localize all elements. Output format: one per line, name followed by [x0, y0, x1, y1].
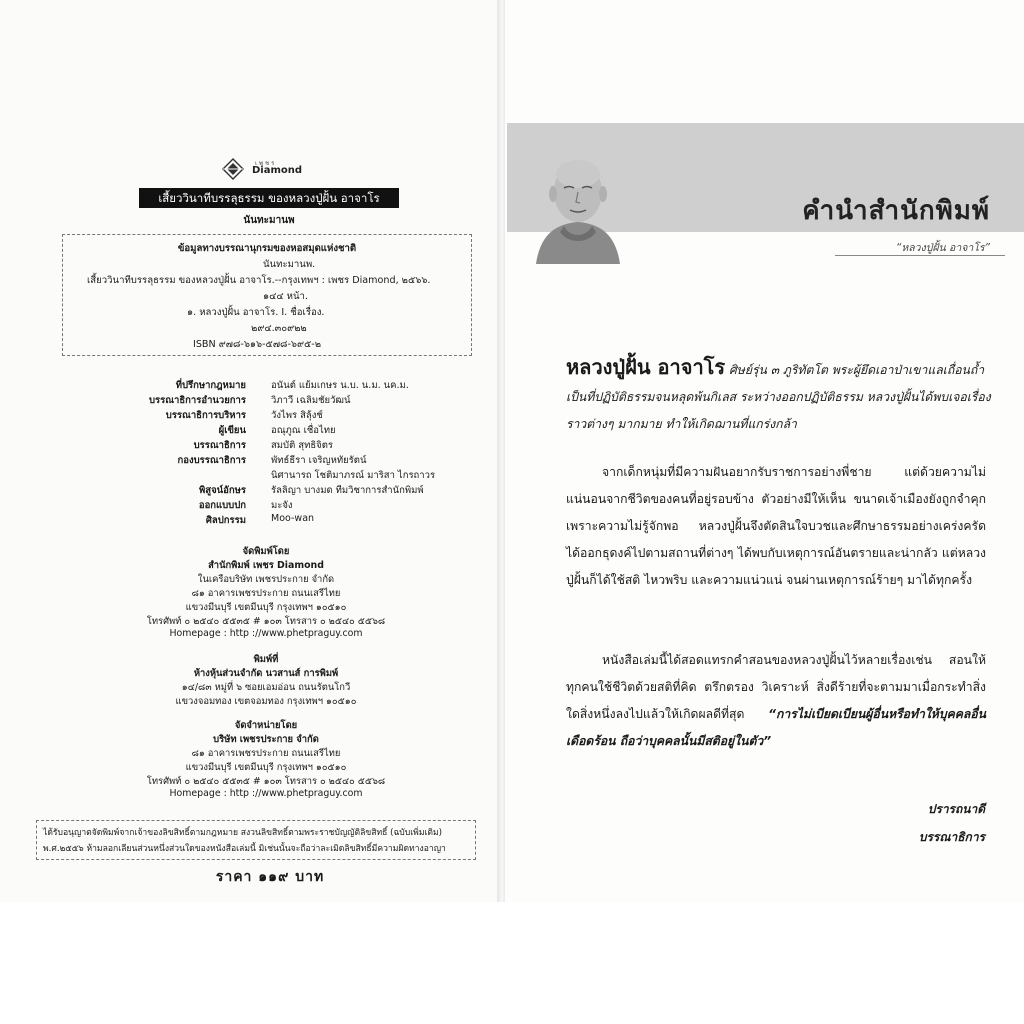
staff-role: ผู้เขียน — [218, 425, 246, 436]
copyright-line: ได้รับอนุญาตจัดพิมพ์จากเจ้าของลิขสิทธิ์ตามกฎหมาย สงวนลิขสิทธิ์ตามพระราชบัญญัติลิขสิทธิ์ (ฉบับเพิ่มเติม) — [43, 828, 443, 838]
company-name: สำนักพิมพ์ เพชร Diamond — [208, 560, 324, 571]
logo-name: Diamond — [252, 165, 303, 176]
closing-line: ปรารถนาดี — [927, 802, 985, 816]
staff-role: ออกแบบปก — [198, 500, 246, 511]
section-label: พิมพ์ที่ — [253, 654, 279, 665]
caption-rule — [835, 255, 1005, 256]
staff-name: อนันต์ แย้มเกษร น.บ. น.ม. นค.ม. — [271, 380, 409, 391]
cip-line: ๑. หลวงปู่ฝั้น อาจาโร. I. ชื่อเรื่อง. — [187, 307, 325, 318]
address-line: แขวงจอมทอง เขตจอมทอง กรุงเทพฯ ๑๐๕๑๐ — [175, 696, 357, 707]
phone-line: โทรศัพท์ ๐ ๒๕๔๐ ๕๕๓๕ # ๑๐๓ โทรสาร ๐ ๒๕๔๐ ๕๕๖๘ — [146, 616, 386, 627]
staff-name: รัลลิญา บางมด ทีมวิชาการสำนักพิมพ์ — [271, 485, 424, 496]
staff-name: อณุภูณ เชื่อไทย — [271, 425, 336, 436]
author-name: นันทะมานพ — [243, 215, 295, 226]
staff-name: วังไพร สิลุ้งช์ — [271, 410, 323, 421]
company-name: ห้างหุ้นส่วนจำกัด นวสานส์ การพิมพ์ — [193, 668, 339, 679]
book-title: เสี้ยววินาทีบรรลุธรรม ของหลวงปู่ฝั้น อาจาโร — [139, 188, 399, 208]
cip-heading: ข้อมูลทางบรรณานุกรมของหอสมุดแห่งชาติ — [177, 243, 357, 254]
section-label: จัดพิมพ์โดย — [242, 546, 290, 557]
diamond-logo-icon — [222, 158, 244, 180]
body-paragraph-2 — [566, 647, 986, 755]
price: ราคา ๑๑๙ บาท — [215, 869, 325, 885]
signer: บรรณาธิการ — [918, 830, 985, 844]
monk-portrait-image — [534, 152, 622, 264]
address-line: ในเครือบริษัท เพชรประกาย จำกัด — [197, 574, 335, 585]
copyright-box — [36, 820, 476, 860]
staff-name: พัทธ์ธีรา เจริญหทัยรัตน์ — [271, 455, 367, 466]
portrait-caption: “หลวงปู่ฝั้น อาจาโร” — [895, 242, 990, 254]
cip-line: เสี้ยววินาทีบรรลุธรรม ของหลวงปู่ฝั้น อาจาโร.--กรุงเทพฯ : เพชร Diamond, ๒๕๖๖. — [87, 275, 431, 286]
staff-role: บรรณาธิการอำนวยการ — [149, 395, 246, 406]
address-line: แขวงมีนบุรี เขตมีนบุรี กรุงเทพฯ ๑๐๕๑๐ — [185, 762, 347, 773]
homepage-line: Homepage : http ://www.phetpraguy.com — [169, 628, 363, 639]
logo-small-text: เพชร — [255, 160, 277, 167]
staff-role: บรรณาธิการบริหาร — [165, 410, 246, 421]
staff-role: กองบรรณาธิการ — [177, 455, 246, 466]
page-bottom-margin — [0, 902, 1024, 1024]
staff-role: พิสูจน์อักษร — [199, 485, 246, 496]
left-page — [0, 0, 500, 1024]
cip-line: ๒๙๔.๓๐๙๒๒ — [251, 323, 307, 334]
staff-name: สมบัติ สุทธิจิตร — [271, 440, 333, 451]
intro-text: ศิษย์รุ่น ๓ ภูริทัตโต พระผู้ยึดเอาป่าเขาแลเถื่อนถ้ำเป็นที่ปฏิบัติธรรมจนหลุดพ้นกิเลส ระหว่างออกปฏิบัติธรรม หลวงปู่ฝั้นได้พบเจอเรื่องราวต่างๆ มากมาย ทำให้เกิดฌานที่แกร่งกล้า — [566, 363, 991, 431]
cip-line: ISBN ๙๗๘-๖๑๖-๕๗๘-๖๙๕-๒ — [193, 339, 322, 350]
intro-paragraph — [566, 354, 996, 438]
address-line: แขวงมีนบุรี เขตมีนบุรี กรุงเทพฯ ๑๐๕๑๐ — [185, 602, 347, 613]
cip-box — [62, 234, 472, 356]
staff-role: ที่ปรึกษากฎหมาย — [175, 380, 246, 391]
body-paragraph-1: จากเด็กหนุ่มที่มีความฝันอยากรับราชการอย่างพี่ชาย แต่ด้วยความไม่แน่นอนจากชีวิตของคนที่อยู่รอบข้าง ตัวอย่างมีให้เห็น ขนาดเจ้าเมืองยังถูกจำคุกเพราะความไม่รู้จักพอ หลวงปู่ฝั้นจึงตัดสินใจบวชและศึกษาธรรมอย่างเคร่งครัด ได้ออกธุดงค์ไปตามสถานที่ต่างๆ ได้พบกับเหตุการณ์อันตรายและน่ากลัว แต่หลวงปู่ฝั้นก็ได้ใช้สติ ไหวพริบ และความแน่วแน่ จนผ่านเหตุการณ์ร้ายๆ มาได้ทุกครั้ง — [566, 465, 986, 587]
paragraph-text: หนังสือเล่มนี้ได้สอดแทรกคำสอนของหลวงปู่ฝั้นไว้หลายเรื่องเช่น สอนให้ทุกคนใช้ชีวิตด้วยสติที่คิด ตรึกตรอง วิเคราะห์ สิ่งดีร้ายที่จะตามมาเมื่อกระทำสิ่งใดสิ่งหนึ่งลงไปแล้วให้เกิดผลดีที่สุด — [566, 653, 986, 721]
monk-name: หลวงปู่ฝั้น อาจาโร — [566, 355, 726, 379]
address-line: ๑๔/๘๓ หมู่ที่ ๖ ซอยเอมอ่อน ถนนรัตนโกวี — [181, 682, 351, 693]
phone-line: โทรศัพท์ ๐ ๒๕๔๐ ๕๕๓๕ # ๑๐๓ โทรสาร ๐ ๒๕๔๐ ๕๕๖๘ — [146, 776, 386, 787]
address-line: ๘๑ อาคารเพชรประกาย ถนนเสรีไทย — [191, 588, 341, 599]
section-label: จัดจำหน่ายโดย — [234, 720, 298, 731]
publisher-logo — [222, 158, 317, 182]
staff-role: ศิลปกรรม — [205, 515, 246, 526]
page-heading: คำนำสำนักพิมพ์ — [802, 196, 990, 226]
copyright-line: พ.ศ.๒๕๕๖ ห้ามลอกเลียนส่วนหนึ่งส่วนใดของหนังสือเล่มนี้ มิเช่นนั้นจะถือว่าละเมิดลิขสิทธิ์มีความผิดทางอาญา — [43, 844, 446, 854]
homepage-line: Homepage : http ://www.phetpraguy.com — [169, 788, 363, 799]
company-name: บริษัท เพชรประกาย จำกัด — [213, 734, 319, 745]
teaching-quote: “การไม่เบียดเบียนผู้อื่นหรือทำให้บุคคลอื่นเดือดร้อน ถือว่าบุคคลนั้นมีสติอยู่ในตัว” — [566, 707, 986, 748]
staff-name: นิศานารถ โชติมาภรณ์ มาริสา ไกรถาวร — [271, 470, 436, 481]
staff-name: Moo-wan — [271, 513, 315, 524]
staff-role: บรรณาธิการ — [193, 440, 246, 451]
cip-line: ๑๔๔ หน้า. — [263, 291, 308, 302]
address-line: ๘๑ อาคารเพชรประกาย ถนนเสรีไทย — [191, 748, 341, 759]
staff-name: วิภาวี เฉลิมชัยวัฒน์ — [271, 395, 351, 406]
cip-line: นันทะมานพ. — [263, 259, 316, 270]
staff-name: มะจัง — [271, 500, 293, 511]
